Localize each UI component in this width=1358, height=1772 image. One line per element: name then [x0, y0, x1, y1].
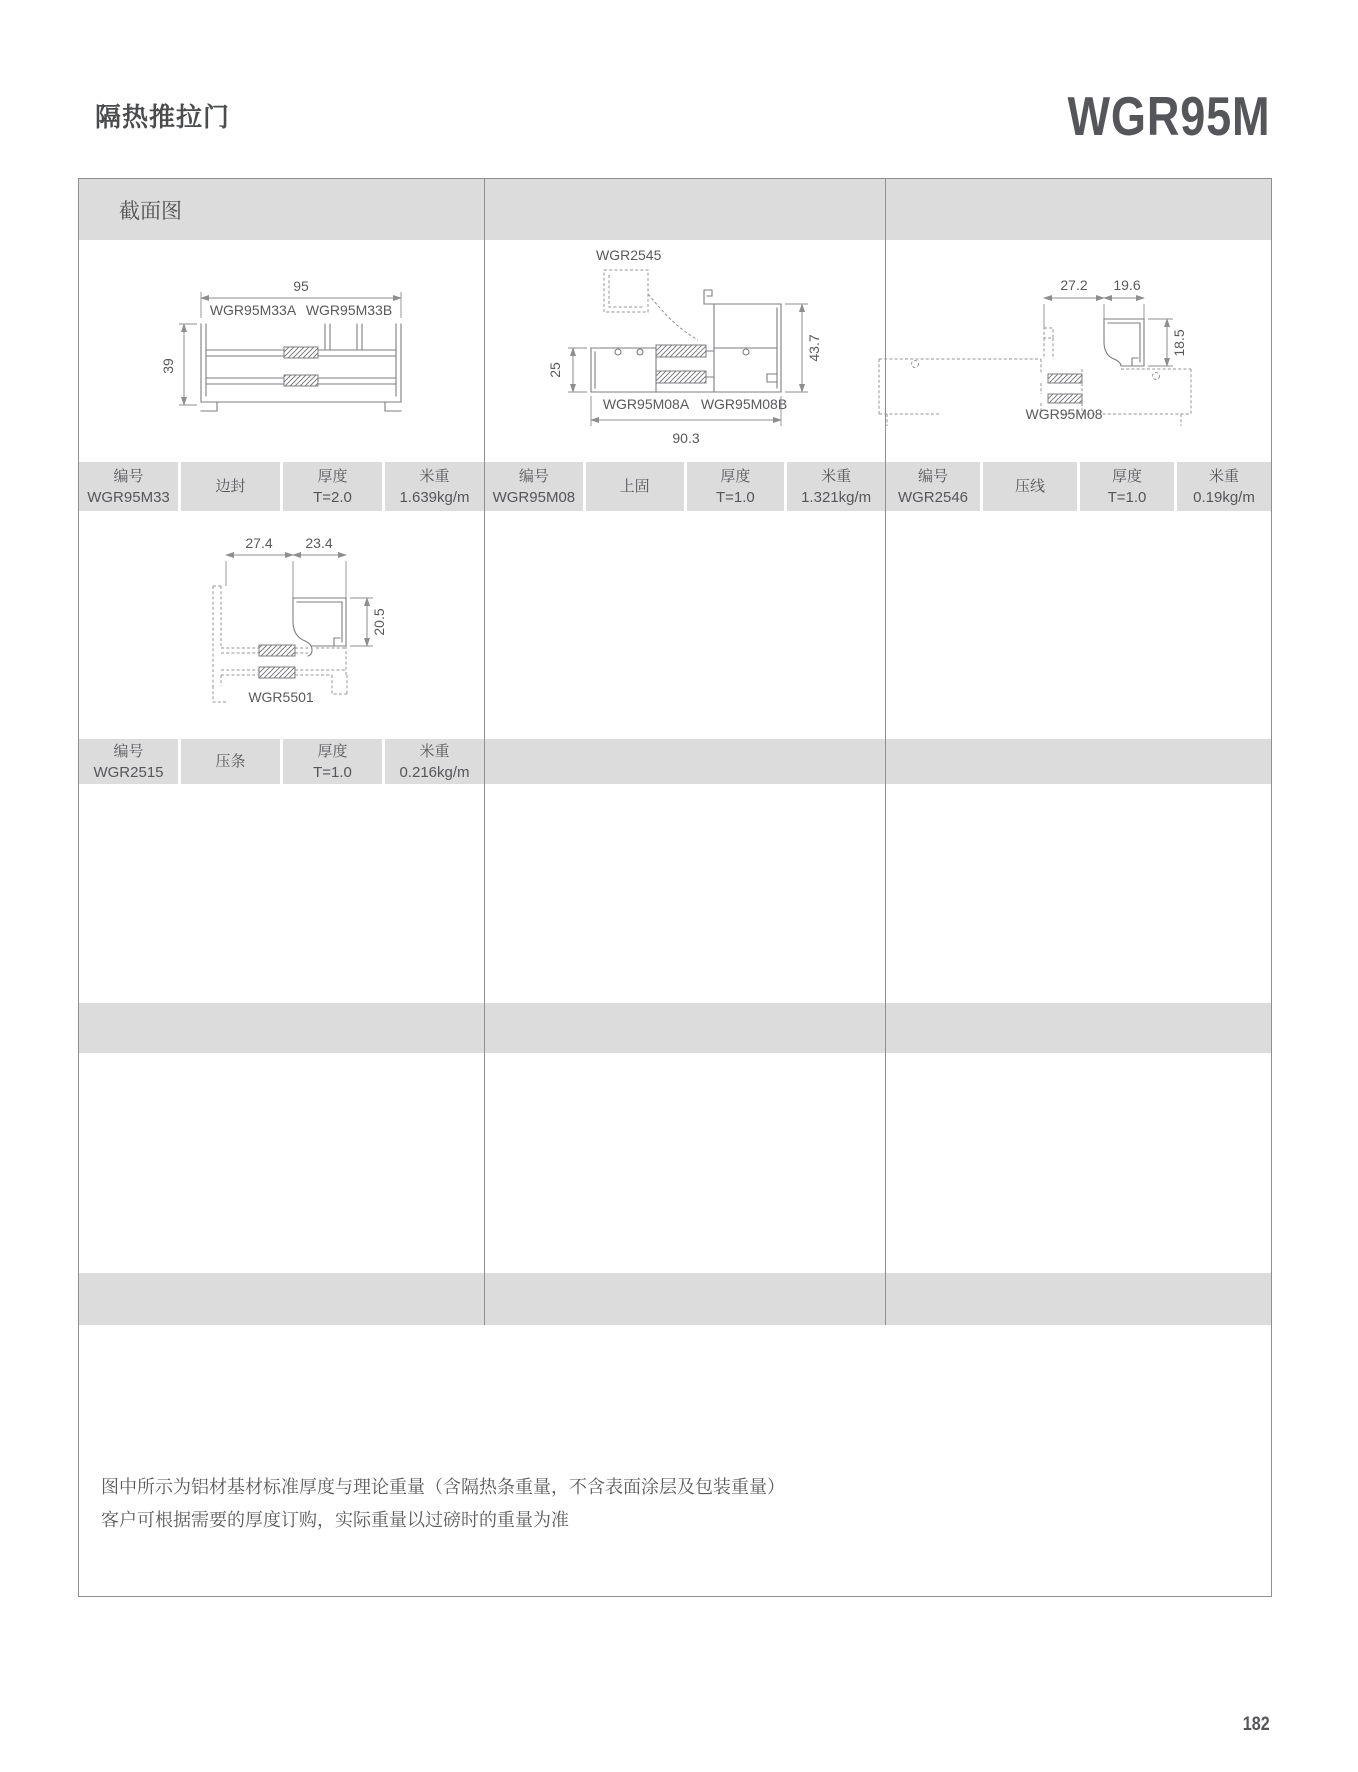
cell-label: 编号: [113, 742, 144, 760]
column-divider-1: [484, 179, 485, 1325]
spec-cell-weight: [385, 462, 484, 511]
label-wgr2545: WGR2545: [596, 247, 662, 263]
cell-value: 压线: [1014, 478, 1045, 495]
spec-cell-weight: [1177, 462, 1271, 511]
dim-27-2: 27.2: [1060, 277, 1088, 293]
spec-row-2-empty-col3: [886, 739, 1271, 784]
thermal-break-hatch: [284, 375, 318, 386]
cell-label: 米重: [821, 467, 852, 485]
cell-value: WGR95M08: [492, 488, 576, 506]
cell-label: 米重: [1208, 467, 1239, 485]
dim-39: 39: [160, 358, 176, 374]
cell-value: 1.639kg/m: [399, 488, 470, 506]
diagram-wgr95m08-assembly: [496, 246, 826, 456]
spec-cell-name: [983, 462, 1077, 511]
label-wgr5501: WGR5501: [248, 689, 314, 705]
dim-90-3: 90.3: [672, 430, 700, 446]
section-header-band: [79, 179, 1271, 240]
spec-cell-thickness: [283, 739, 382, 784]
cell-value: 1.321kg/m: [801, 488, 872, 506]
spec-cell-code: [886, 462, 980, 511]
footnote: [101, 1471, 785, 1537]
cell-label: 厚度: [720, 467, 751, 485]
spec-cell-thickness: [1080, 462, 1174, 511]
cell-value: WGR2546: [897, 488, 969, 506]
spec-table: [78, 178, 1272, 1597]
section-header-label: 截面图: [119, 199, 182, 223]
cell-label: 编号: [113, 467, 144, 485]
empty-band-2: [79, 1273, 1271, 1325]
page-number: 182: [1243, 1714, 1270, 1735]
cell-label: 厚度: [1111, 467, 1142, 485]
dim-27-4: 27.4: [245, 535, 273, 551]
empty-band-1: [79, 1003, 1271, 1053]
cell-value: 上固: [619, 478, 650, 495]
label-wgr95m08b: WGR95M08B: [700, 396, 788, 412]
dim-20-5: 20.5: [371, 608, 387, 636]
cell-value: 边封: [215, 478, 246, 495]
cell-value: T=1.0: [313, 763, 352, 781]
page-title-category: 隔热推拉门: [95, 102, 231, 132]
spec-cell-thickness: [283, 462, 382, 511]
label-wgr95m08-dashed: WGR95M08: [1025, 406, 1103, 422]
dim-23-4: 23.4: [305, 535, 333, 551]
page-title-model: WGR95M: [1067, 85, 1270, 147]
cell-label: 厚度: [317, 742, 348, 760]
cell-value: 0.216kg/m: [399, 763, 470, 781]
dim-95: 95: [293, 278, 309, 294]
spec-cell-code: [485, 462, 583, 511]
diagram-wgr5501: [181, 536, 441, 726]
cell-label: 米重: [419, 742, 450, 760]
thermal-break-hatch: [284, 347, 318, 358]
cell-value: 压条: [215, 753, 246, 770]
spec-row-2: [79, 739, 1271, 784]
cell-value: T=1.0: [715, 488, 755, 506]
spec-cell-weight: [787, 462, 885, 511]
spec-cell-name: [586, 462, 684, 511]
label-wgr95m33b: WGR95M33B: [305, 302, 393, 318]
footnote-line-1: 图中所示为铝材基材标准厚度与理论重量（含隔热条重量，不含表面涂层及包装重量）: [101, 1477, 785, 1497]
cell-label: 米重: [419, 467, 450, 485]
dim-19-6: 19.6: [1113, 277, 1141, 293]
cell-value: 0.19kg/m: [1193, 488, 1255, 506]
spec-row-1: [79, 462, 1271, 511]
spec-cell-code: [79, 462, 178, 511]
footnote-line-2: 客户可根据需要的厚度订购，实际重量以过磅时的重量为准: [101, 1510, 569, 1530]
cell-value: T=2.0: [313, 488, 352, 506]
column-divider-2: [885, 179, 886, 1325]
label-wgr95m08a: WGR95M08A: [602, 396, 690, 412]
cell-value: WGR95M33: [87, 488, 170, 506]
dim-18-5: 18.5: [1171, 329, 1187, 357]
dim-25: 25: [547, 362, 563, 378]
diagram-wgr95m33: [160, 274, 437, 424]
spec-cell-weight: [385, 739, 484, 784]
spec-cell-name: [181, 462, 280, 511]
cell-label: 编号: [518, 467, 549, 485]
spec-cell-code: [79, 739, 178, 784]
label-wgr95m33a: WGR95M33A: [209, 302, 297, 318]
cell-label: 厚度: [317, 467, 348, 485]
cell-label: 编号: [917, 467, 948, 485]
cell-value: WGR2515: [93, 763, 164, 781]
diagram-wgr2546: [851, 256, 1201, 426]
cell-value: T=1.0: [1107, 488, 1147, 506]
spec-cell-name: [181, 739, 280, 784]
dim-43-7: 43.7: [806, 334, 822, 362]
spec-cell-thickness: [687, 462, 785, 511]
spec-row-2-empty-col2: [485, 739, 885, 784]
